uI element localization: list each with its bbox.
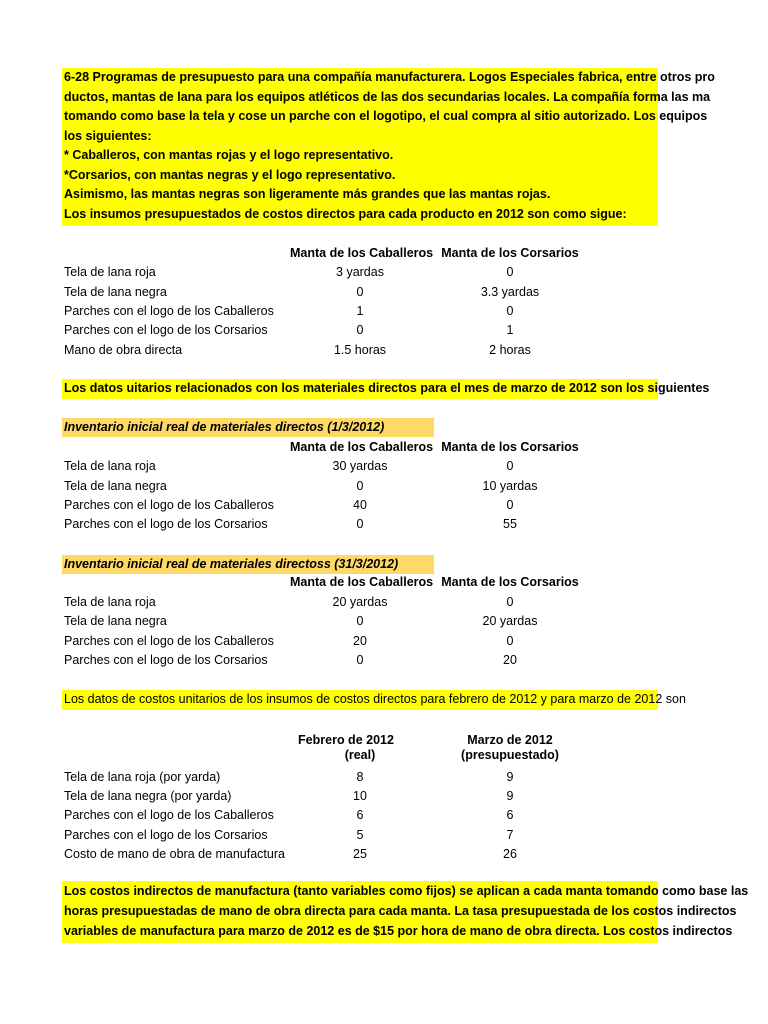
row-label: Tela de lana roja bbox=[64, 459, 156, 473]
note-strip bbox=[62, 690, 686, 710]
row-label: Parches con el logo de los Caballeros bbox=[64, 808, 274, 822]
row-label: Parches con el logo de los Caballeros bbox=[64, 304, 274, 318]
cell-value: 10 bbox=[353, 789, 367, 803]
row-label: Mano de obra directa bbox=[64, 343, 183, 357]
cell-value: 3.3 yardas bbox=[480, 285, 540, 299]
cell-value: 25 bbox=[353, 847, 367, 861]
outro-line: horas presupuestadas de mano de obra directa para cada manta. La tasa presupuestada de los costos indirectos bbox=[64, 904, 737, 918]
column-header: Manta de los Corsarios bbox=[441, 575, 579, 589]
cell-value: 6 bbox=[506, 808, 514, 822]
row-label: Tela de lana negra bbox=[64, 479, 167, 493]
cell-value: 0 bbox=[356, 323, 364, 337]
cell-value: 0 bbox=[506, 634, 514, 648]
cell-value: 1.5 horas bbox=[333, 343, 387, 357]
cell-value: 20 bbox=[353, 634, 367, 648]
cell-value: 40 bbox=[353, 498, 367, 512]
cell-value: 9 bbox=[506, 770, 514, 784]
intro-line: Asimismo, las mantas negras son ligeramente más grandes que las mantas rojas. bbox=[64, 187, 551, 201]
column-header-line: (real) bbox=[344, 748, 376, 762]
row-label: Parches con el logo de los Corsarios bbox=[64, 323, 268, 337]
cell-value: 1 bbox=[356, 304, 364, 318]
intro-line: los siguientes: bbox=[64, 128, 152, 143]
intro-line: * Caballeros, con mantas rojas y el logo representativo. bbox=[64, 148, 394, 162]
column-header bbox=[440, 733, 580, 763]
outro-line: variables de manufactura para marzo de 2012 es de $15 por hora de mano de obra directa. Los costos indirectos bbox=[64, 924, 733, 938]
section-title-box bbox=[62, 418, 434, 437]
row-label: Parches con el logo de los Corsarios bbox=[64, 828, 268, 842]
column-header: Manta de los Caballeros bbox=[290, 440, 434, 454]
cell-value: 20 yardas bbox=[482, 614, 538, 628]
cell-value: 0 bbox=[356, 285, 364, 299]
cell-value: 8 bbox=[356, 770, 364, 784]
cell-value: 0 bbox=[506, 265, 514, 279]
intro-line: ductos, mantas de lana para los equipos atléticos de las dos secundarias locales. La compañía forma las ma bbox=[64, 89, 711, 104]
row-label: Tela de lana roja bbox=[64, 595, 156, 609]
cell-value: 0 bbox=[356, 479, 364, 493]
note-text: Los datos uitarios relacionados con los materiales directos para el mes de marzo de 2012 son los siguientes bbox=[64, 381, 710, 395]
cell-value: 55 bbox=[503, 517, 517, 531]
note-strip bbox=[62, 379, 710, 399]
column-header: Manta de los Caballeros bbox=[290, 246, 434, 260]
cell-value: 5 bbox=[356, 828, 364, 842]
cell-value: 6 bbox=[356, 808, 364, 822]
row-label: Tela de lana negra (por yarda) bbox=[64, 789, 232, 803]
cell-value: 0 bbox=[356, 517, 364, 531]
cell-value: 10 yardas bbox=[482, 479, 538, 493]
cell-value: 0 bbox=[356, 653, 364, 667]
cell-value: 0 bbox=[506, 595, 514, 609]
cell-value: 26 bbox=[503, 847, 517, 861]
cell-value: 30 yardas bbox=[332, 459, 388, 473]
row-label: Tela de lana roja bbox=[64, 265, 156, 279]
row-label: Tela de lana roja (por yarda) bbox=[64, 770, 221, 784]
cell-value: 9 bbox=[506, 789, 514, 803]
row-label: Costo de mano de obra de manufactura bbox=[64, 847, 285, 861]
intro-line: *Corsarios, con mantas negras y el logo representativo. bbox=[64, 167, 396, 182]
cell-value: 3 yardas bbox=[336, 265, 384, 279]
outro-line: Los costos indirectos de manufactura (tanto variables como fijos) se aplican a cada manta tomando como base las bbox=[64, 884, 749, 898]
cell-value: 0 bbox=[506, 459, 514, 473]
section-title: Inventario inicial real de materiales directos (1/3/2012) bbox=[64, 420, 385, 434]
cell-value: 20 bbox=[503, 653, 517, 667]
column-header-line: Marzo de 2012 bbox=[467, 733, 553, 747]
intro-line: Los insumos presupuestados de costos directos para cada producto en 2012 son como sigue: bbox=[64, 206, 627, 221]
cell-value: 0 bbox=[506, 498, 514, 512]
outro-block bbox=[62, 881, 749, 943]
intro-block bbox=[62, 68, 715, 226]
cell-value: 20 yardas bbox=[332, 595, 388, 609]
row-label: Tela de lana negra bbox=[64, 285, 167, 299]
section-title-box bbox=[62, 555, 434, 574]
row-label: Parches con el logo de los Caballeros bbox=[64, 634, 274, 648]
column-header: Manta de los Corsarios bbox=[441, 246, 579, 260]
row-label: Parches con el logo de los Caballeros bbox=[64, 498, 274, 512]
column-header bbox=[290, 733, 430, 763]
cell-value: 0 bbox=[356, 614, 364, 628]
column-header: Manta de los Corsarios bbox=[441, 440, 579, 454]
column-header-line: Febrero de 2012 bbox=[298, 733, 394, 747]
intro-line: tomando como base la tela y cose un parche con el logotipo, el cual compra al sitio autorizado. Los equipos bbox=[64, 109, 708, 123]
cell-value: 7 bbox=[506, 828, 514, 842]
note-text: Los datos de costos unitarios de los insumos de costos directos para febrero de 2012 y para marzo de 2012 son bbox=[64, 692, 686, 706]
row-label: Parches con el logo de los Corsarios bbox=[64, 517, 268, 531]
row-label: Tela de lana negra bbox=[64, 614, 167, 628]
cell-value: 0 bbox=[506, 304, 514, 318]
column-header: Manta de los Caballeros bbox=[290, 575, 434, 589]
intro-line: 6-28 Programas de presupuesto para una compañía manufacturera. Logos Especiales fabrica, entre otros pro bbox=[64, 70, 715, 84]
cell-value: 1 bbox=[506, 323, 514, 337]
column-header-line: (presupuestado) bbox=[461, 748, 559, 762]
cell-value: 2 horas bbox=[489, 343, 531, 357]
row-label: Parches con el logo de los Corsarios bbox=[64, 653, 268, 667]
section-title: Inventario inicial real de materiales directoss (31/3/2012) bbox=[64, 557, 399, 571]
